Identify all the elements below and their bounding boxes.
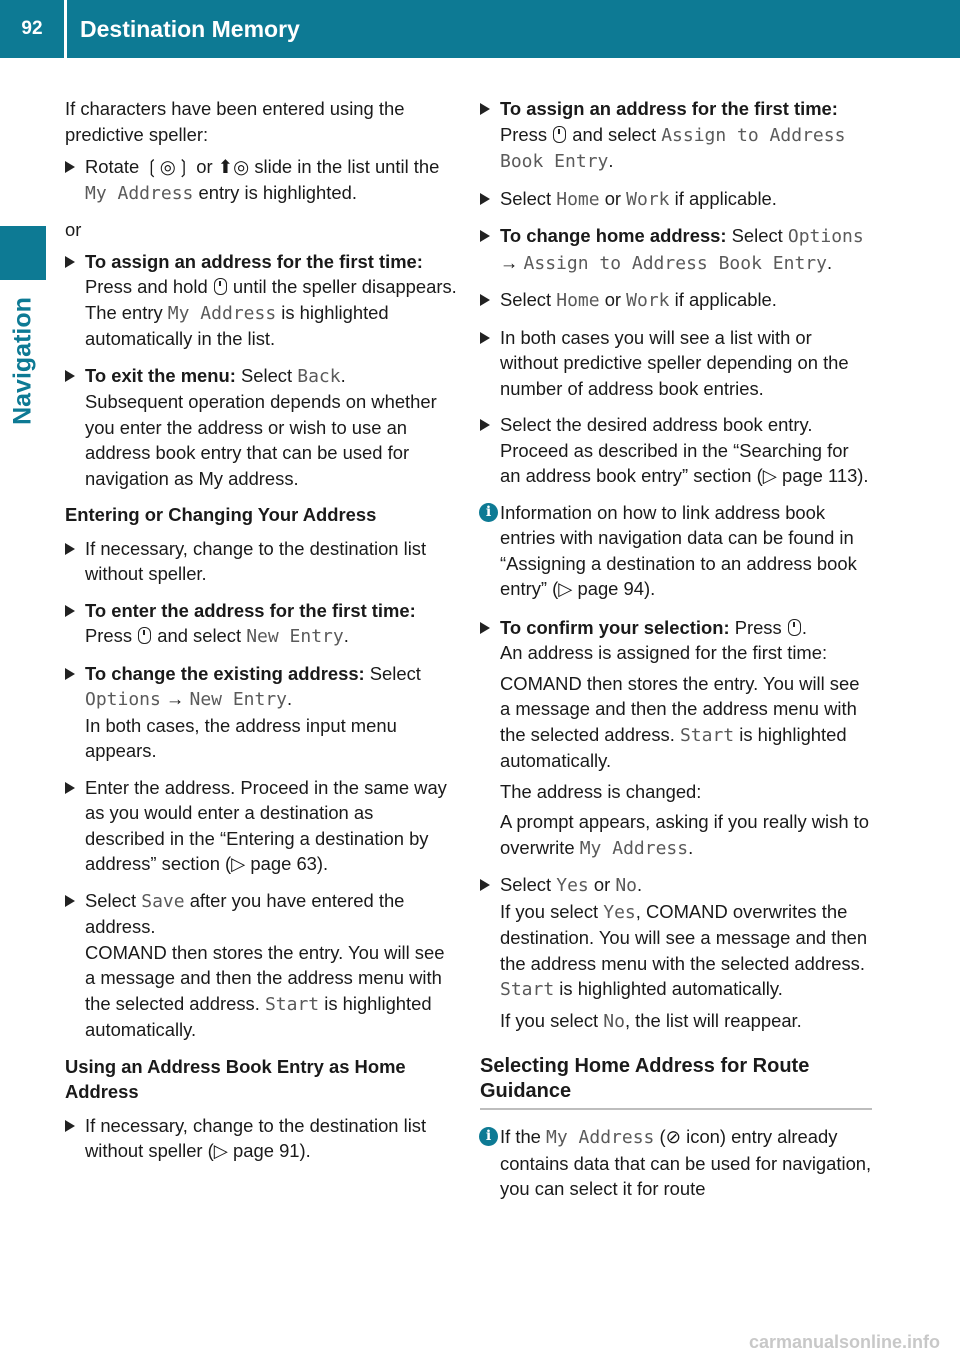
info-icon: i	[479, 503, 498, 522]
subheading-address-book: Using an Address Book Entry as Home Address	[65, 1055, 406, 1102]
arrow-icon	[65, 895, 75, 907]
press-knob-icon	[138, 627, 151, 644]
watermark: carmanualsonline.info	[748, 1332, 940, 1352]
step-change-existing: To change the existing address: Select Options → New Entry. In both cases, the address input menu appears.	[65, 661, 457, 764]
arrow-icon	[480, 332, 490, 344]
step-change-list: If necessary, change to the destination list without speller.	[65, 536, 457, 587]
arrow-icon	[65, 782, 75, 794]
step-select-yes-no: Select Yes or No. If you select Yes, COMAND overwrites the destination. You will see a message and then the address menu with the selected address. Start is highlighted automatically. If you select No, the list will reappear.	[480, 872, 872, 1034]
menu-item-my-address: My Address	[85, 182, 194, 204]
step-exit-menu: To exit the menu: Select Back. Subsequent operation depends on whether you enter the address or wish to use an address book entry that can be used for navigation as My address.	[65, 363, 457, 492]
page-number: 92	[21, 18, 43, 39]
arrow-icon	[65, 543, 75, 555]
controller-rotate-icon: ❲◎❳	[144, 156, 192, 177]
arrow-icon	[480, 419, 490, 431]
arrow-icon	[65, 256, 75, 268]
step-assign-first-right: To assign an address for the first time: Press and select Assign to Address Book Entry.	[480, 96, 872, 175]
arrow-icon	[480, 622, 490, 634]
step-select-entry: Select the desired address book entry. Proceed as described in the “Searching for an address book entry” section (▷ page 113).	[480, 412, 872, 489]
chapter-title: Destination Memory	[80, 15, 300, 42]
step-list-speller: In both cases you will see a list with or without predictive speller depending on the number of address book entries.	[480, 325, 872, 402]
info-note-home: i If the My Address (⊘ icon) entry already contains data that can be used for navigation, you can select it for route	[480, 1124, 872, 1202]
arrow-icon	[65, 668, 75, 680]
intro-text: If characters have been entered using the predictive speller:	[65, 98, 405, 145]
step-change-list-speller: If necessary, change to the destination list without speller (▷ page 91).	[65, 1113, 457, 1164]
or-text: or	[65, 219, 82, 240]
step-select-save: Select Save after you have entered the address. COMAND then stores the entry. You will see a message and then the address menu with the selected address. Start is highlighted automatically.	[65, 888, 457, 1043]
step-select-home-work: Select Home or Work if applicable.	[480, 186, 872, 213]
arrow-icon	[65, 370, 75, 382]
arrow-icon	[480, 193, 490, 205]
arrow-icon	[65, 605, 75, 617]
section-label-text: Navigation	[8, 297, 37, 425]
step-change-home: To change home address: Select Options → Assign to Address Book Entry.	[480, 223, 872, 276]
step-confirm: To confirm your selection: Press . An address is assigned for the first time: COMAND then stores the entry. You will see a message and then the address menu with the selected address. Start is highlighted automatically. The address is changed: A prompt appears, asking if you really wish to overwrite My Address.	[480, 615, 872, 862]
header-divider	[64, 0, 67, 58]
controller-slide-icon: ⬆◎	[217, 156, 250, 177]
left-column	[65, 96, 457, 1175]
info-note-link: i Information on how to link address book entries with navigation data can be found in “Assigning a destination to an address book entry” (▷ page 94).	[480, 500, 872, 602]
press-knob-icon	[214, 278, 227, 295]
press-knob-icon	[788, 619, 801, 636]
arrow-icon	[65, 161, 75, 173]
section-heading: Selecting Home Address for Route Guidance	[480, 1054, 872, 1110]
step-enter-first: To enter the address for the first time: Press and select New Entry.	[65, 598, 457, 650]
arrow-icon	[65, 1120, 75, 1132]
destination-flag-icon: ⊘	[665, 1126, 682, 1147]
arrow-icon	[480, 230, 490, 242]
step-assign-first: To assign an address for the first time: Press and hold until the speller disappears. The entry My Address is highlighted automatically in the list.	[65, 249, 457, 352]
arrow-icon	[480, 294, 490, 306]
info-icon: i	[479, 1127, 498, 1146]
page-header	[0, 0, 960, 58]
arrow-icon	[480, 103, 490, 115]
press-knob-icon	[553, 126, 566, 143]
step-rotate: Rotate ❲◎❳ or ⬆◎ slide in the list until the My Address entry is highlighted.	[65, 154, 457, 206]
right-column	[480, 96, 872, 1215]
arrow-icon	[480, 879, 490, 891]
step-enter-address: Enter the address. Proceed in the same way as you would enter a destination as described in the “Entering a destination by address” section (▷ page 63).	[65, 775, 457, 877]
step-select-home-work-2: Select Home or Work if applicable.	[480, 287, 872, 314]
section-label	[0, 286, 46, 436]
subheading-entering: Entering or Changing Your Address	[65, 504, 377, 525]
section-tab-marker	[0, 226, 46, 280]
